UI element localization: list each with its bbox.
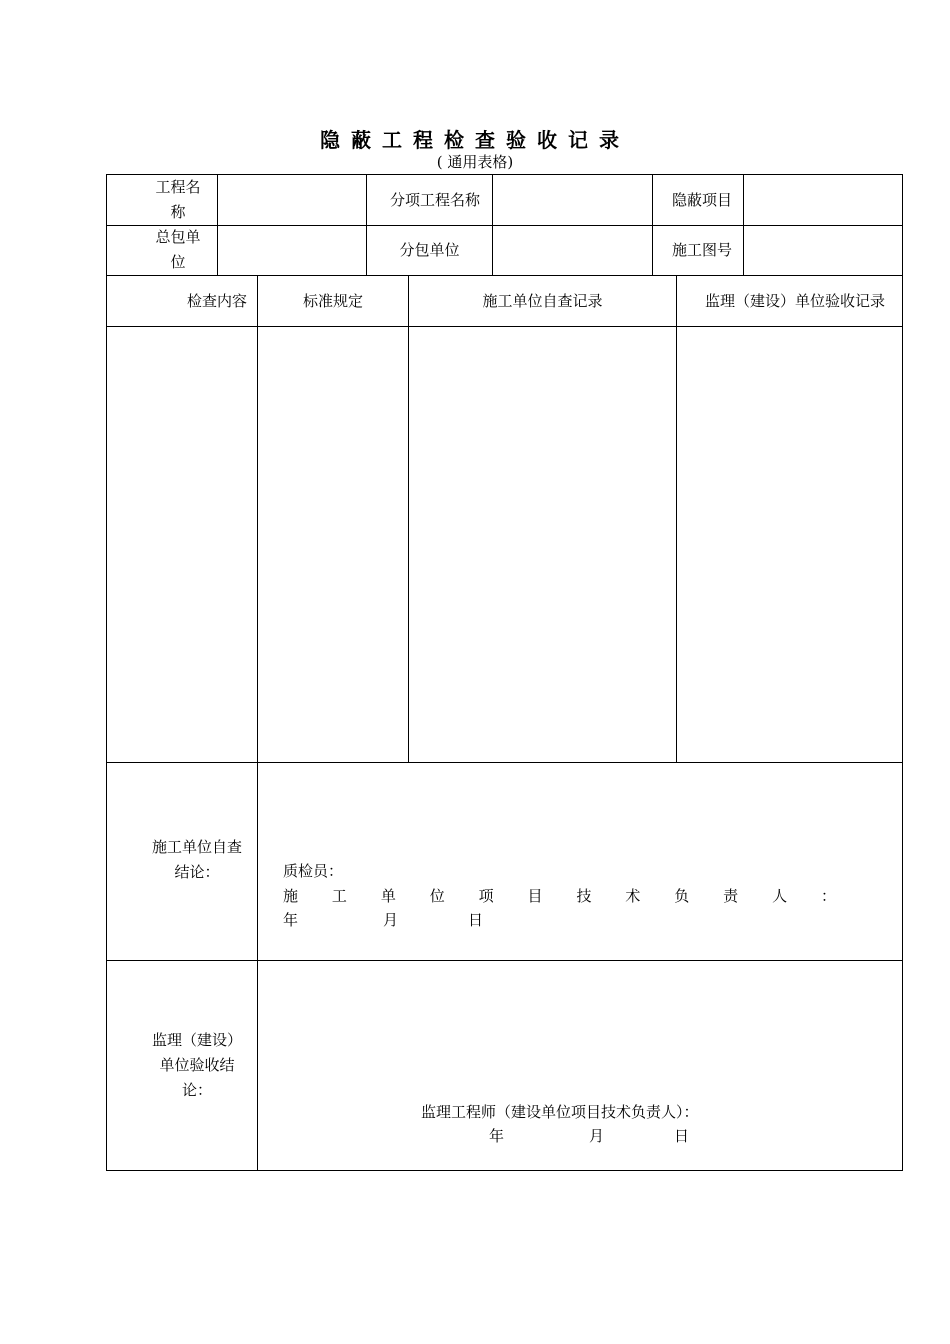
sub-project-field[interactable] [493, 175, 652, 225]
general-contractor-label: 总包单位 [155, 228, 201, 271]
general-contractor-field[interactable] [218, 225, 366, 275]
project-manager-char: 单 [380, 887, 396, 905]
col-header-supervision-record: 监理（建设）单位验收记录 [704, 291, 885, 310]
project-manager-char: 技 [576, 887, 592, 905]
sub-project-label: 分项工程名称 [390, 190, 481, 209]
page-subtitle: ( 通用表格) [436, 153, 514, 171]
supervision-date-day: 日 [674, 1127, 690, 1145]
col-header-check-content: 检查内容 [186, 291, 247, 310]
subcontractor-label: 分包单位 [399, 240, 460, 259]
project-manager-char: 施 [283, 887, 299, 905]
project-name-field[interactable] [218, 175, 366, 225]
supervision-record-area[interactable] [677, 327, 902, 762]
project-manager-char: 项 [478, 887, 494, 905]
row-divider [107, 960, 902, 961]
self-check-conclusion-label: 施工单位自查结论： [152, 838, 243, 881]
self-check-date-year: 年 [283, 911, 299, 929]
project-manager-char: 目 [527, 887, 543, 905]
project-manager-char: 位 [429, 887, 445, 905]
inspection-form-table [106, 174, 903, 1171]
supervision-conclusion-label: 监理（建设）单位验收结论： [152, 1030, 243, 1099]
self-check-date-day: 日 [468, 911, 484, 929]
inspector-label: 质检员： [283, 862, 344, 880]
project-manager-char: ： [820, 887, 836, 905]
project-manager-char: 术 [625, 887, 641, 905]
drawing-no-field[interactable] [744, 225, 902, 275]
col-header-standard: 标准规定 [302, 291, 363, 310]
standard-area[interactable] [258, 327, 408, 762]
project-name-label: 工程名称 [155, 178, 201, 221]
drawing-no-label: 施工图号 [672, 240, 733, 259]
project-manager-char: 负 [674, 887, 690, 905]
project-manager-char: 工 [331, 887, 347, 905]
project-manager-label [283, 884, 836, 909]
col-header-self-check-record: 施工单位自查记录 [482, 291, 603, 310]
project-manager-char: 责 [723, 887, 739, 905]
supervision-signer-label: 监理工程师（建设单位项目技术负责人）： [421, 1103, 699, 1121]
supervision-date-month: 月 [589, 1127, 605, 1145]
concealed-item-field[interactable] [744, 175, 902, 225]
self-check-record-area[interactable] [409, 327, 676, 762]
self-check-date-month: 月 [383, 911, 399, 929]
page-title: 隐蔽工程检查验收记录 [320, 128, 630, 152]
col-divider [652, 175, 653, 275]
subcontractor-field[interactable] [493, 225, 652, 275]
supervision-date-year: 年 [489, 1127, 505, 1145]
concealed-item-label: 隐蔽项目 [672, 190, 733, 209]
row-divider [107, 762, 902, 763]
check-content-area[interactable] [107, 327, 257, 762]
project-manager-char: 人 [772, 887, 788, 905]
